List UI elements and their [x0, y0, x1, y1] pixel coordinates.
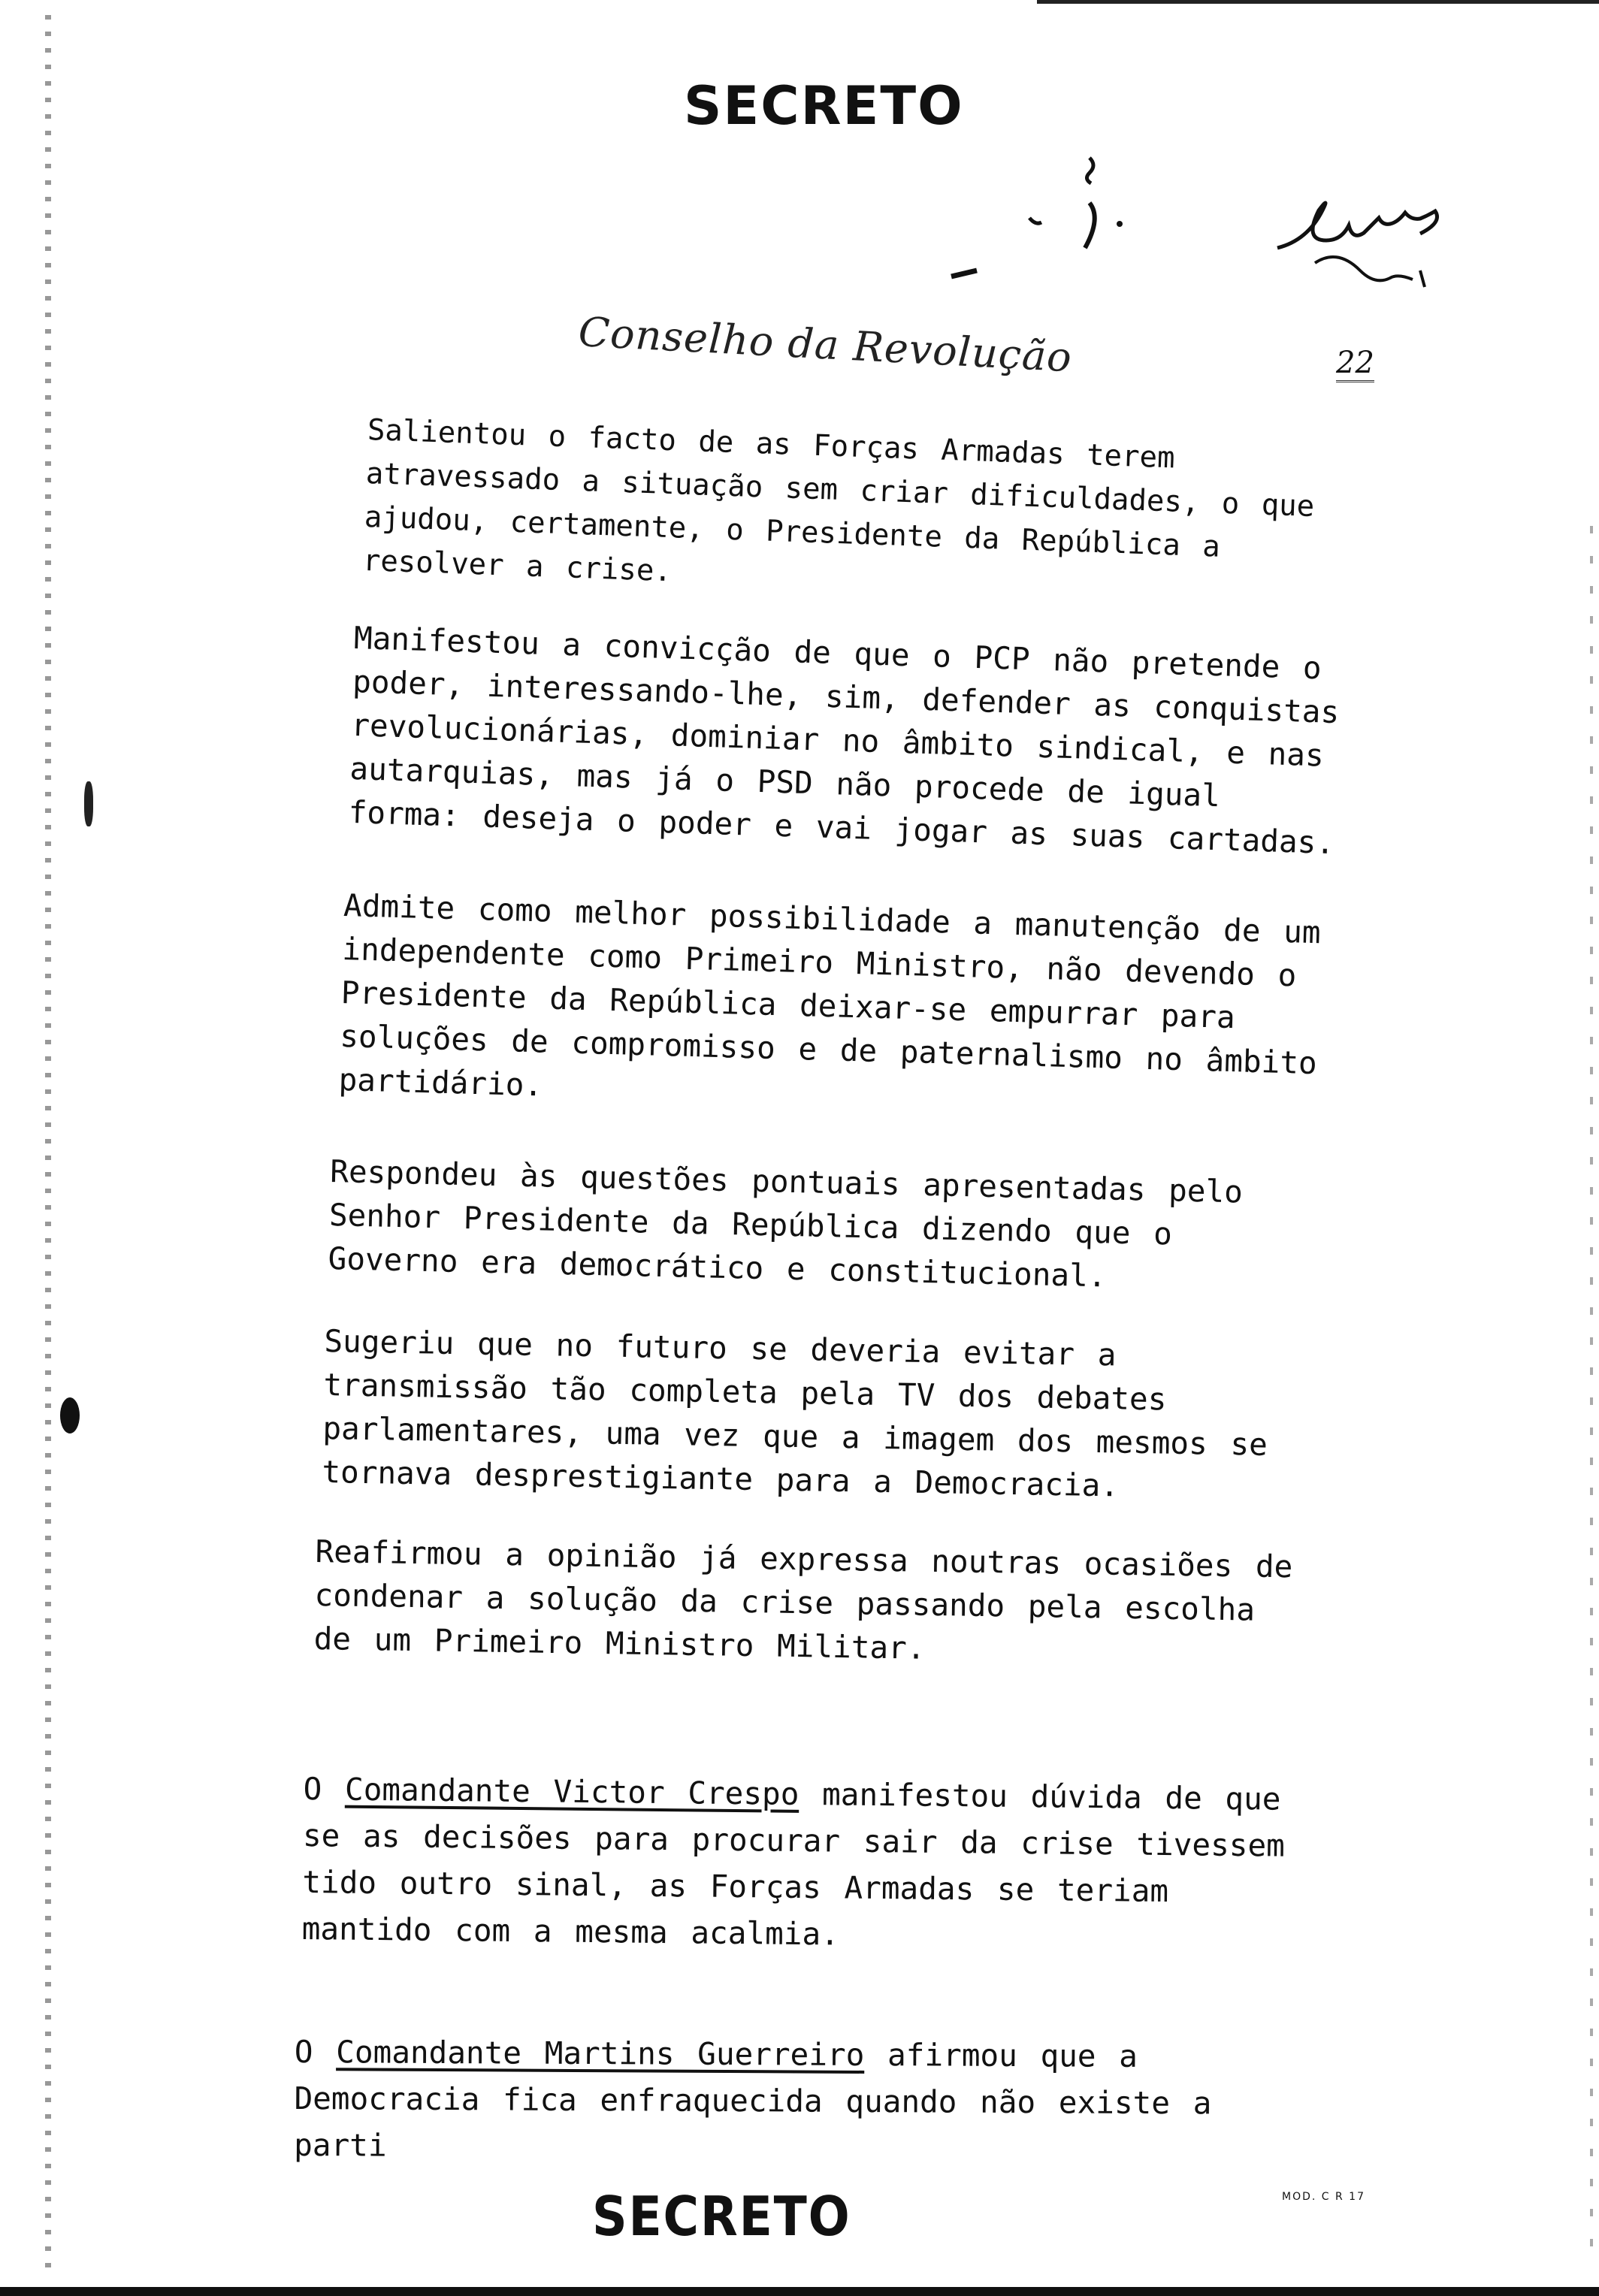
speaker-name: Comandante Martins Guerreiro: [336, 2034, 865, 2073]
paragraph: Admite como melhor possibilidade a manutenção de um independente como Primeiro Ministro, não devendo o Presidente da República deixar-se empurrar para soluções de compromisso e de paternalismo no âmbito partidário.: [338, 887, 1322, 1104]
scan-artifact-bottom: [0, 2287, 1599, 2296]
speaker-name: Comandante Victor Crespo: [344, 1771, 800, 1812]
form-code: MOD. C R 17: [1282, 2191, 1365, 2203]
paragraph-lead: O: [294, 2034, 337, 2071]
scan-artifact-right-edge: [1590, 526, 1593, 2254]
handwritten-title: Conselho da Revolução: [577, 308, 1074, 382]
handwritten-signature: [1270, 180, 1465, 308]
paragraph: Respondeu às questões pontuais apresentadas pelo Senhor Presidente da República dizendo que o Governo era democrático e constitucional.: [328, 1153, 1244, 1295]
paragraph-guerreiro: [294, 2029, 1301, 2174]
paragraph-lead: O: [303, 1770, 346, 1808]
scan-artifact-left-edge: [45, 15, 51, 2269]
paragraph: Sugeriu que no futuro se deveria evitar a transmissão tão completa pela TV dos debates parlamentares, uma vez que a imagem dos mesmos se tornava desprestigiante para a Democracia.: [322, 1322, 1268, 1504]
paragraph-text: manifestou dúvida de que se as decisões para procurar sair da crise tivessem tido outro sinal, as Forças Armadas se teriam mantido com a mesma acalmia.: [301, 1775, 1286, 1953]
paragraph-text: afirmou que a Democracia fica enfraquecida quando não existe a parti: [294, 2036, 1212, 2164]
ink-blot: [60, 1397, 80, 1433]
ink-blot: [84, 781, 93, 826]
scan-artifact-top: [1037, 0, 1599, 4]
pen-marks: [939, 143, 1150, 293]
paragraph: Reafirmou a opinião já expressa noutras ocasiões de condenar a solução da crise passando pela escolha de um Primeiro Ministro Militar.: [313, 1533, 1293, 1666]
paragraph-crespo: [301, 1766, 1310, 1962]
classification-stamp-bottom: SECRETO: [592, 2185, 851, 2248]
paragraph: Salientou o facto de as Forças Armadas terem atravessado a situação sem criar dificuldades, o que ajudou, certamente, o Presidente da República a resolver a crise.: [362, 412, 1315, 589]
paragraph: Manifestou a convicção de que o PCP não pretende o poder, interessando-lhe, sim, defender as conquistas revolucionárias, dominiar no âmbito sindical, e nas autarquias, mas já o PSD não procede de igual forma: deseja o poder e vai jogar as suas cartadas.: [348, 619, 1340, 862]
classification-stamp-top: SECRETO: [684, 75, 964, 137]
page-number: 22: [1336, 346, 1374, 382]
